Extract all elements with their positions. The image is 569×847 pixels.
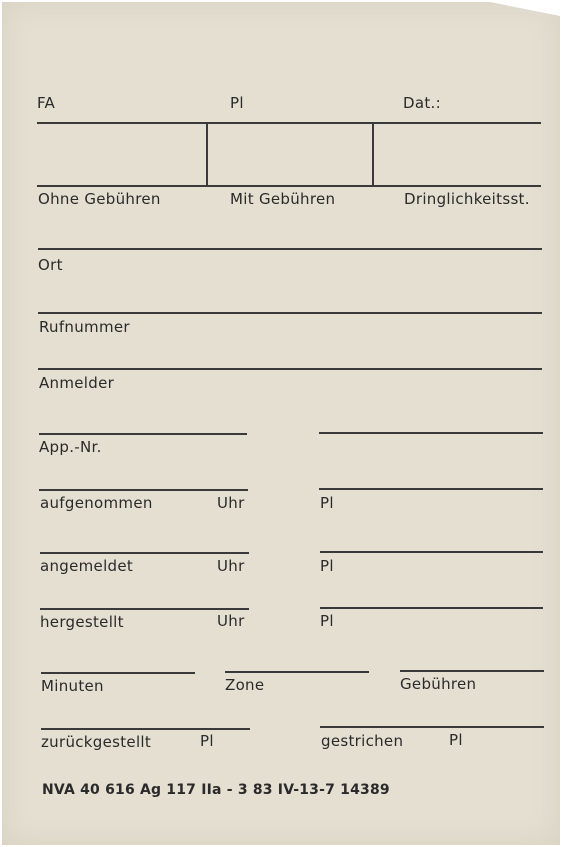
hergestellt-line-right <box>320 607 543 609</box>
label-uhr-1: Uhr <box>217 494 245 512</box>
label-pl-2: Pl <box>320 557 334 575</box>
label-app-nr: App.-Nr. <box>39 438 102 456</box>
label-anmelder: Anmelder <box>39 374 115 392</box>
gebuehren-line <box>400 670 544 672</box>
label-angemeldet: angemeldet <box>40 557 134 575</box>
label-mit-gebuehren: Mit Gebühren <box>230 190 336 208</box>
anmelder-line <box>38 368 542 370</box>
aufgenommen-line-right <box>319 488 543 490</box>
gestrichen-line <box>320 726 544 728</box>
form-paper <box>2 2 560 845</box>
label-uhr-3: Uhr <box>217 612 245 630</box>
hergestellt-line-left <box>40 608 249 610</box>
label-fa: FA <box>37 94 56 112</box>
label-ohne-gebuehren: Ohne Gebühren <box>38 190 161 208</box>
box-divider-1 <box>206 123 208 186</box>
label-gebuehren: Gebühren <box>400 675 477 693</box>
label-gestrichen: gestrichen <box>321 732 404 750</box>
label-pl-1: Pl <box>320 494 334 512</box>
header-line-top <box>37 122 541 124</box>
label-minuten: Minuten <box>41 677 104 695</box>
minuten-line <box>41 672 195 674</box>
label-zurueckgestellt: zurückgestellt <box>41 733 152 751</box>
label-date: Dat.: <box>403 94 441 112</box>
app-nr-line-left <box>39 433 247 435</box>
zurueckgestellt-line <box>41 728 250 730</box>
header-line-bottom <box>37 185 541 187</box>
label-zone: Zone <box>225 676 265 694</box>
label-uhr-2: Uhr <box>217 557 245 575</box>
label-pl-5: Pl <box>449 731 463 749</box>
label-rufnummer: Rufnummer <box>39 318 130 336</box>
box-divider-2 <box>372 123 374 186</box>
label-dringlichkeit: Dringlichkeitsst. <box>404 190 530 208</box>
label-hergestellt: hergestellt <box>40 613 124 631</box>
label-pl-3: Pl <box>320 612 334 630</box>
label-pl-4: Pl <box>200 732 214 750</box>
form-print-code: NVA 40 616 Ag 117 IIa - 3 83 IV-13-7 14389 <box>42 782 390 798</box>
label-pl: Pl <box>230 94 244 112</box>
label-aufgenommen: aufgenommen <box>40 494 153 512</box>
angemeldet-line-left <box>40 552 249 554</box>
label-ort: Ort <box>38 256 63 274</box>
zone-line <box>225 671 369 673</box>
ort-line <box>38 248 542 250</box>
rufnummer-line <box>38 312 542 314</box>
app-nr-line-right <box>319 432 543 434</box>
aufgenommen-line-left <box>39 489 248 491</box>
angemeldet-line-right <box>320 551 543 553</box>
